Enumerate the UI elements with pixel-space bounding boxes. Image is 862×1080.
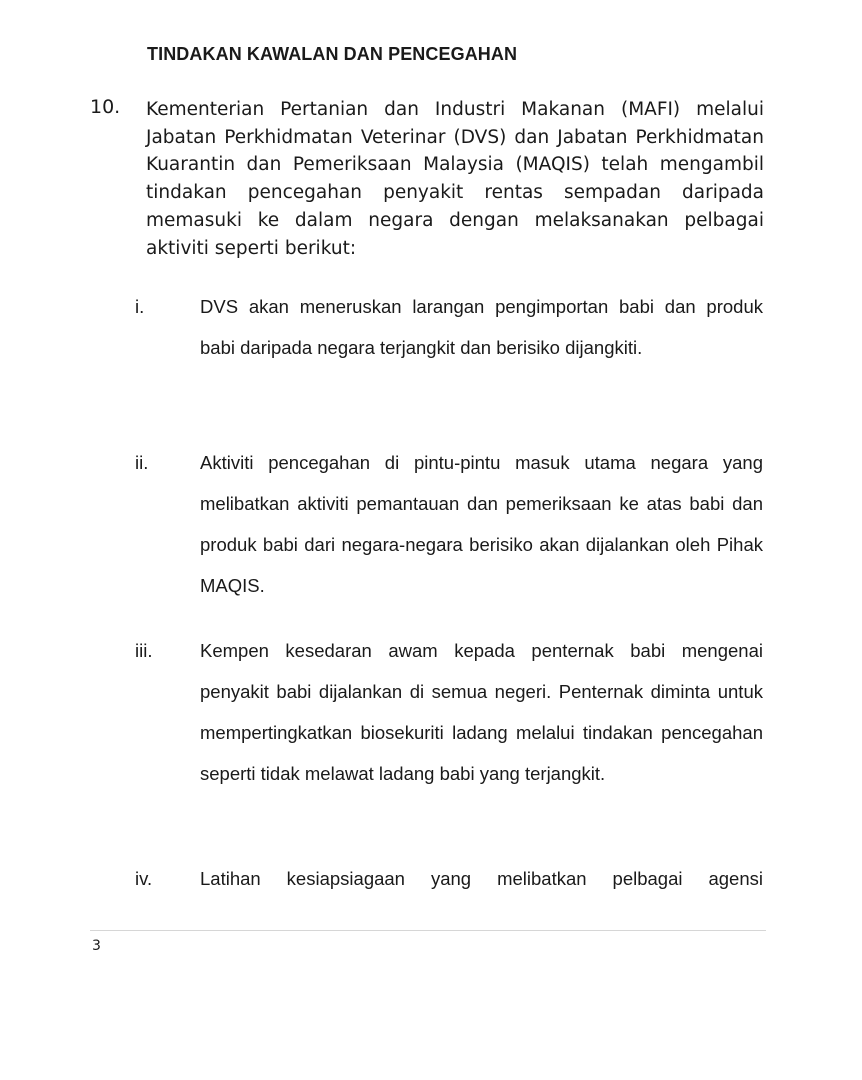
paragraph-number: 10. — [90, 96, 121, 118]
list-item-text: Latihan kesiapsiagaan yang melibatkan pelbagai agensi — [200, 868, 763, 889]
paragraph-text: Kementerian Pertanian dan Industri Makanan (MAFI) melalui Jabatan Perkhidmatan Veterinar (DVS) dan Jabatan Perkhidmatan Kuarantin dan Pemeriksaan Malaysia (MAQIS) telah mengambil tindakan pencegahan penyakit rentas sempadan daripada memasuki ke dalam negara dengan melaksanakan pelbagai aktiviti seperti berikut: — [146, 99, 764, 259]
section-heading: TINDAKAN KAWALAN DAN PENCEGAHAN — [147, 44, 518, 64]
list-item-number: iv. — [135, 868, 153, 889]
list-item-text: Kempen kesedaran awam kepada penternak babi mengenai penyakit babi dijalankan di semua negeri. Penternak diminta untuk mempertingkatkan biosekuriti ladang melalui tindakan pencegahan seperti tidak melawat ladang babi yang terjangkit. — [200, 640, 763, 784]
page-number: 3 — [92, 938, 101, 954]
list-item-text: DVS akan meneruskan larangan pengimportan babi dan produk babi daripada negara terjangkit dan berisiko dijangkiti. — [200, 296, 763, 358]
list-item-number: i. — [135, 296, 145, 317]
footer-divider — [90, 930, 766, 931]
list-item-text: Aktiviti pencegahan di pintu-pintu masuk utama negara yang melibatkan aktiviti pemantauan dan pemeriksaan ke atas babi dan produk babi dari negara-negara berisiko akan dijalankan oleh Pihak MAQIS. — [200, 452, 763, 596]
list-item-number: iii. — [135, 640, 153, 661]
list-item-number: ii. — [135, 452, 149, 473]
